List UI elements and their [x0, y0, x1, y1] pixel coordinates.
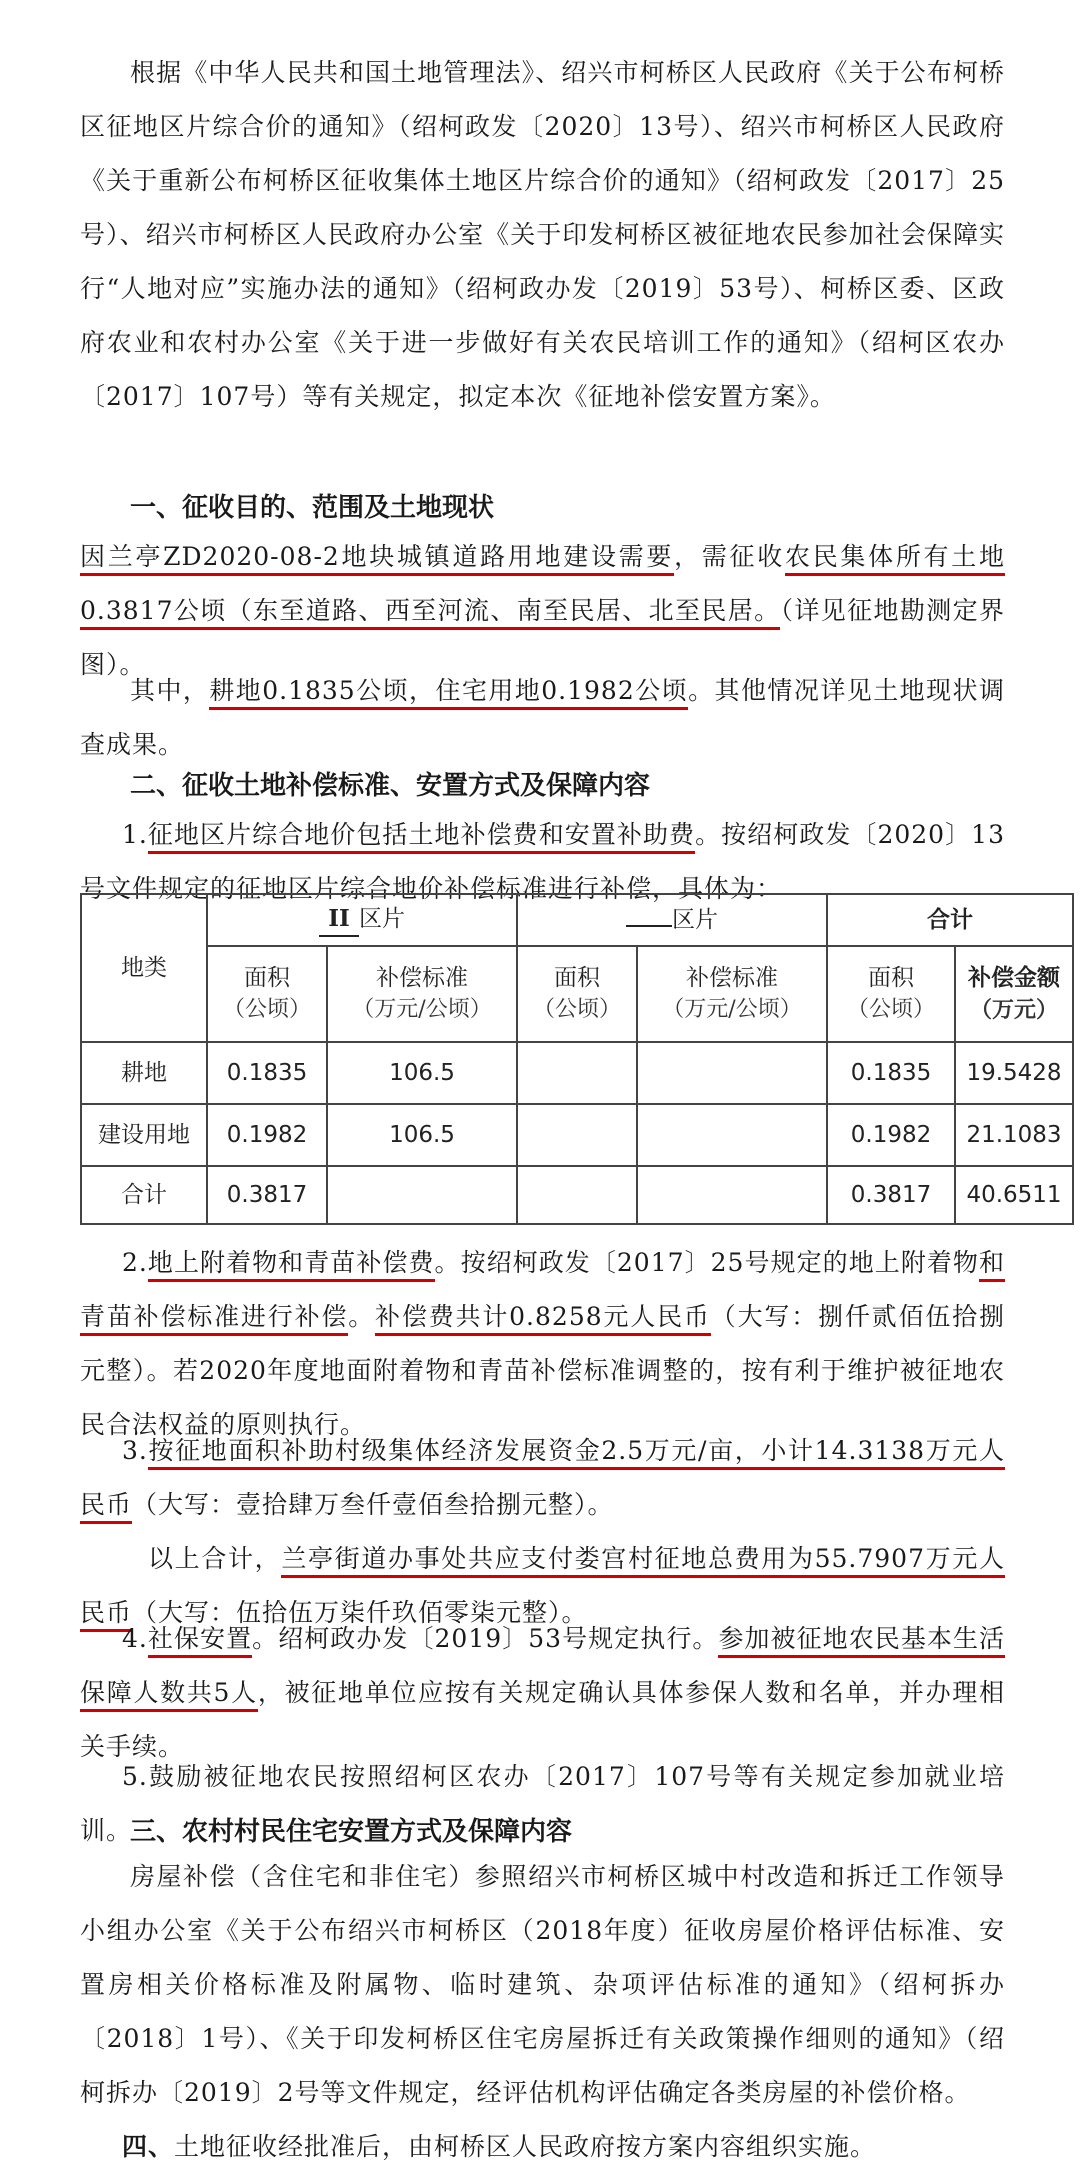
- text-other: 。其他情况详见土地现状调查成果。: [80, 676, 1005, 759]
- row-amount: 40.6511: [955, 1166, 1073, 1224]
- area-2-header: [517, 946, 637, 1042]
- total-header: 合计: [827, 894, 1073, 946]
- item-2-period: 。: [348, 1302, 376, 1331]
- row-area-2: [517, 1104, 637, 1166]
- housing-paragraph: 房屋补偿（含住宅和非住宅）参照绍兴市柯桥区城中村改造和拆迁工作领导小组办公室《关于公布绍兴市柯桥区（2018年度）征收房屋价格评估标准、安置房相关价格标准及附属物、临时建筑、杂项评估标准的通知》（绍柯拆办〔2018〕1号）、《关于印发柯桥区住宅房屋拆迁有关政策操作细则的通知》（绍柯拆办〔2019〕2号等文件规定，经评估机构评估确定各类房屋的补偿价格。: [80, 1862, 1005, 2107]
- item-3-rest: （大写：壹拾肆万叁仟壹佰叁拾捌元整）。: [132, 1490, 614, 1519]
- zone-1-suffix: 区片: [359, 906, 405, 932]
- area-label: 面积: [868, 965, 914, 991]
- underline-total-cost: 兰亭街道办事处共应支付娄宫村征地总费用为55.7907万元人民币: [80, 1544, 1005, 1632]
- amount-header: [955, 946, 1073, 1042]
- row-std-1: [327, 1166, 517, 1224]
- item-2-number: 2.: [122, 1248, 148, 1277]
- table-row: [81, 1042, 1073, 1104]
- zone-2-suffix: 区片: [672, 907, 718, 933]
- row-type: 合计: [81, 1166, 207, 1224]
- zone-2-header: [517, 894, 827, 946]
- row-std-1: 106.5: [327, 1042, 517, 1104]
- area-unit: （公顷）: [846, 997, 935, 1022]
- section-1-paragraph-2: [80, 664, 1005, 772]
- underline-fee-total: 补偿费共计0.8258元人民币: [375, 1302, 711, 1336]
- text-survey-ref: （详见征地勘测定界图）。: [80, 596, 1005, 679]
- row-type: 耕地: [81, 1042, 207, 1104]
- underline-village-fund: 按征地面积补助村级集体经济发展资金2.5万元/亩，小计14.3138万元人民币: [80, 1436, 1005, 1524]
- item-4-rest: ，被征地单位应按有关规定确认具体参保人数和名单，并办理相关手续。: [80, 1678, 1005, 1761]
- amount-unit: （万元）: [969, 997, 1058, 1023]
- text-need: ，需征收: [674, 542, 785, 571]
- underline-land-price: 征地区片综合地价包括土地补偿费和安置补助费: [148, 820, 695, 854]
- row-total-area: 0.1835: [827, 1042, 955, 1104]
- row-std-2: [637, 1042, 827, 1104]
- item-3-number: 3.: [122, 1436, 148, 1465]
- row-total-area: 0.3817: [827, 1166, 955, 1224]
- section-4-paragraph: [80, 2120, 1005, 2174]
- row-amount: 19.5428: [955, 1042, 1073, 1104]
- row-type: 建设用地: [81, 1104, 207, 1166]
- underline-land-breakdown: 耕地0.1835公顷，住宅用地0.1982公顷: [209, 676, 688, 710]
- std-unit: （万元/公顷）: [352, 997, 492, 1022]
- area-unit: （公顷）: [532, 997, 621, 1022]
- table-row: [81, 1104, 1073, 1166]
- underline-insured-count: 参加被征地农民基本生活保障人数共5人: [80, 1624, 1005, 1712]
- underline-project: 因兰亭ZD2020-08-2地块城镇道路用地建设需要: [80, 542, 674, 576]
- intro-paragraph: 根据《中华人民共和国土地管理法》、绍兴市柯桥区人民政府《关于公布柯桥区征地区片综合价的通知》（绍柯政发〔2020〕13号）、绍兴市柯桥区人民政府《关于重新公布柯桥区征收集体土地区片综合价的通知》（绍柯政发〔2017〕25号）、绍兴市柯桥区人民政府办公室《关于印发柯桥区被征地农民参加社会保障实行“人地对应”实施办法的通知》（绍柯政办发〔2019〕53号）、柯桥区委、区政府农业和农村办公室《关于进一步做好有关农民培训工作的通知》（绍柯区农办〔2017〕107号）等有关规定，拟定本次《征地补偿安置方案》。: [80, 58, 1005, 411]
- item-2-text: 。按绍柯政发〔2017〕25号规定的地上附着物: [434, 1248, 979, 1277]
- row-std-2: [637, 1166, 827, 1224]
- row-area-2: [517, 1166, 637, 1224]
- area-label: 面积: [244, 965, 290, 991]
- row-area-1: 0.1835: [207, 1042, 327, 1104]
- underline-land-scope: 农民集体所有土地0.3817公顷（东至道路、西至河流、南至民居、北至民居。: [80, 542, 1005, 630]
- summary-rest: （大写：伍拾伍万柒仟玖佰零柒元整）。: [132, 1598, 588, 1627]
- underline-social-security: 社保安置: [148, 1624, 252, 1658]
- underline-standard: 和青苗补偿标准进行补偿: [80, 1248, 1005, 1336]
- area-total-header: [827, 946, 955, 1042]
- row-area-1: 0.3817: [207, 1166, 327, 1224]
- std-label: 补偿标准: [686, 965, 778, 991]
- item-1-number: 1.: [122, 820, 148, 849]
- row-total-area: 0.1982: [827, 1104, 955, 1166]
- compensation-table: [80, 893, 1074, 1225]
- std-unit: （万元/公顷）: [662, 997, 802, 1022]
- std-1-header: [327, 946, 517, 1042]
- section-2-heading: 二、征收土地补偿标准、安置方式及保障内容: [130, 771, 651, 801]
- section-4-heading: 四、: [122, 2132, 175, 2161]
- text-among: 其中，: [130, 676, 210, 705]
- table-row: [81, 1166, 1073, 1224]
- area-unit: （公顷）: [222, 997, 311, 1022]
- underline-attachments: 地上附着物和青苗补偿费: [148, 1248, 435, 1282]
- item-2-paragraph: [80, 1236, 1005, 1452]
- row-std-2: [637, 1104, 827, 1166]
- section-4-text: 土地征收经批准后，由柯桥区人民政府按方案内容组织实施。: [174, 2132, 877, 2161]
- item-4-text: 。绍柯政办发〔2019〕53号规定执行。: [252, 1624, 719, 1653]
- row-area-2: [517, 1042, 637, 1104]
- row-area-1: 0.1982: [207, 1104, 327, 1166]
- area-label: 面积: [554, 965, 600, 991]
- zone-1-number: II: [319, 903, 359, 937]
- section-3-heading: 三、农村村民住宅安置方式及保障内容: [130, 1817, 573, 1847]
- item-3-paragraph: [80, 1424, 1005, 1532]
- row-std-1: 106.5: [327, 1104, 517, 1166]
- item-1-text: 。按绍柯政发〔2020〕13号文件规定的征地区片综合地价补偿标准进行补偿，具体为：: [80, 820, 1005, 903]
- area-1-header: [207, 946, 327, 1042]
- row-amount: 21.1083: [955, 1104, 1073, 1166]
- std-label: 补偿标准: [376, 965, 468, 991]
- std-2-header: [637, 946, 827, 1042]
- zone-1-header: [207, 894, 517, 946]
- land-type-header: 地类: [81, 894, 207, 1042]
- amount-label: 补偿金额: [968, 964, 1060, 991]
- item-5-paragraph: 5.鼓励被征地农民按照绍柯区农办〔2017〕107号等有关规定参加就业培训。: [80, 1762, 1005, 1845]
- zone-2-number: [626, 925, 672, 927]
- summary-prefix: 以上合计，: [148, 1544, 282, 1573]
- section-1-heading: 一、征收目的、范围及土地现状: [130, 493, 495, 523]
- item-2-rest: （大写：捌仟贰佰伍拾捌元整）。若2020年度地面附着物和青苗补偿标准调整的，按有利于维护被征地农民合法权益的原则执行。: [80, 1302, 1005, 1439]
- item-4-number: 4.: [122, 1624, 148, 1653]
